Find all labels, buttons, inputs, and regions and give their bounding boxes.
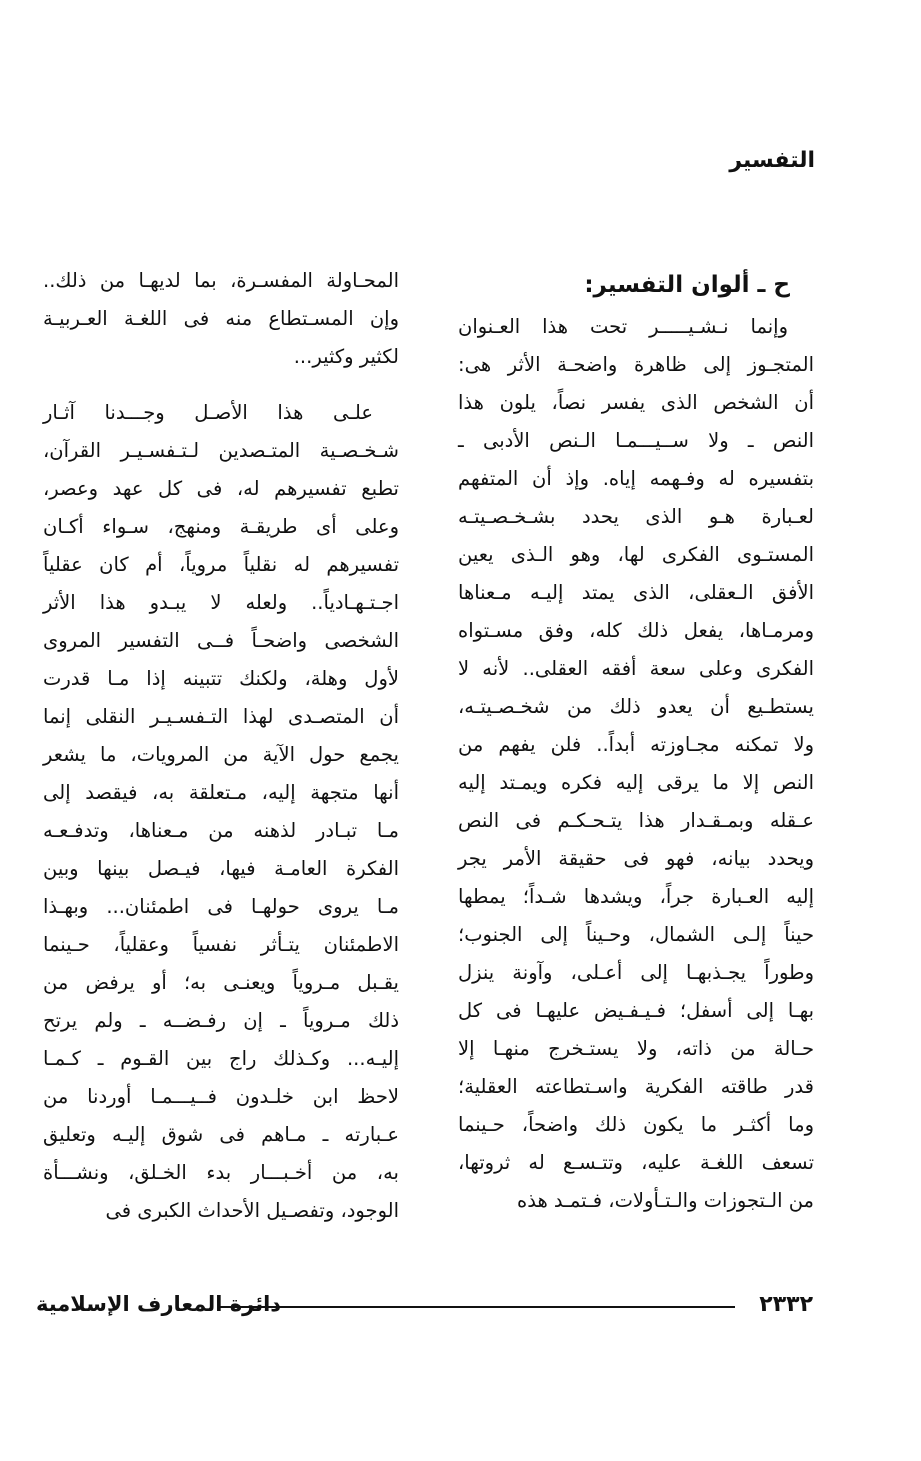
text-line: حـالة من ذاته، ولا يستـخرج منهـا إلا — [458, 1037, 814, 1060]
text-line: الاطمئنان يتـأثر نفسياً وعقلياً، حـينما — [43, 933, 399, 956]
text-line: المستـوى الفكرى لها، وهو الـذى يعين — [458, 543, 814, 566]
section-title: ح ـ ألوان التفسير: — [584, 272, 790, 298]
text-line: ومرمـاها، يفعل ذلك كله، وفق مسـتواه — [458, 619, 814, 642]
text-line: بهـا إلى أسفل؛ فـيـفـيض عليهـا فى كل — [458, 999, 814, 1022]
text-line: به، من أخـبـــار بدء الخـلق، ونشـــأة — [43, 1161, 399, 1184]
text-line: أن المتصـدى لهذا التـفسـيـر النقلى إنما — [43, 705, 399, 728]
text-line: الوجود، وتفصـيل الأحداث الكبرى فى — [105, 1199, 399, 1222]
right-column-text — [458, 308, 814, 1220]
text-line: مـا يروى حولهـا فى اطمئنان... وبهـذا — [43, 895, 399, 918]
text-line: من الـتجوزات والـتـأولات، فـتمـد هذه — [517, 1189, 814, 1212]
text-line: شـخـصـية المتـصدين لـتـفسـيـر القرآن، — [43, 439, 399, 462]
text-line: ويحدد بيانه، فهو فى حقيقة الأمر يجر — [458, 847, 814, 870]
text-line: النص ـ ولا ســيـــمـا الـنص الأدبى ـ — [458, 429, 814, 452]
left-paragraph-2 — [43, 394, 399, 1230]
text-line: تطبع تفسيرهم له، فى كل عهد وعصر، — [43, 477, 399, 500]
page-footer — [36, 1292, 813, 1324]
text-line: بتفسيره له وفـهمه إياه. وإذ أن المتفهم — [458, 467, 814, 490]
text-line: الفكرة العامـة فيها، فيـصل بينها وبين — [43, 857, 399, 880]
text-line: أنها متجهة إليه، مـتعلقة به، فيقصد إلى — [43, 781, 399, 804]
text-line: قدر طاقته الفكرية واسـتطاعته العقلية؛ — [458, 1075, 814, 1098]
text-line: الفكرى وعلى سعة أفقه العقلى.. لأنه لا — [458, 657, 814, 680]
text-line: لعـبارة هـو الذى يحدد بشـخـصـيتـه — [458, 505, 814, 528]
text-line: حيناً إلـى الشمال، وحـيناً إلى الجنوب؛ — [458, 923, 814, 946]
running-header: التفسير — [729, 148, 815, 173]
text-line: يستطـيع أن يعدو ذلك من شخـصـيتـه، — [458, 695, 814, 718]
text-line: ذلك مـروياً ـ إن رفـضــه ـ ولم يرتح — [43, 1009, 399, 1032]
text-line: وعلى أى طريقـة ومنهج، سـواء أكـان — [43, 515, 399, 538]
paragraph-gap — [43, 376, 399, 394]
left-paragraph-1 — [43, 262, 399, 376]
text-line: تسعف اللغـة عليه، وتتـسـع له ثروتها، — [458, 1151, 814, 1174]
text-line: اجـتـهـادياً.. ولعله لا يبـدو هذا الأثر — [43, 591, 399, 614]
text-line: وطوراً يجـذبهـا إلى أعـلى، وآونة ينزل — [458, 961, 814, 984]
text-line: إليـه... وكـذلك راج بين القـوم ـ كـمـا — [43, 1047, 399, 1070]
text-line: النص إلا ما يرقى إليه فكره ويمـتد إليه — [458, 771, 814, 794]
text-line: ولا تمكنه مجـاوزته أبداً.. فلن يفهم من — [458, 733, 814, 756]
text-line: وإن المسـتطاع منه فى اللغـة العـربيـة — [43, 307, 399, 330]
left-column — [43, 262, 399, 1230]
text-line: لأول وهلة، ولكنك تتبينه إذا مـا قدرت — [43, 667, 399, 690]
right-column — [458, 262, 814, 1220]
text-line: لكثير وكثير... — [293, 345, 399, 368]
page-number: ٢٣٣٢ — [759, 1292, 813, 1317]
text-line: أن الشخص الذى يفسر نصاً، يلون هذا — [458, 391, 814, 414]
text-line: لاحظ ابن خلـدون فــيـــمـا أوردنا من — [43, 1085, 399, 1108]
text-line: تفسيرهم له نقلياً مروياً، أم كان عقلياً — [43, 553, 399, 576]
text-line: عـقله وبمـقـدار هذا يتـحـكـم فى النص — [458, 809, 814, 832]
text-line: يجمع حول الآية من المرويات، ما يشعر — [43, 743, 399, 766]
footer-rule — [218, 1306, 735, 1308]
text-line: مـا تبـادر لذهنه من مـعناها، وتدفـعـه — [43, 819, 399, 842]
book-title: دائرة المعارف الإسلامية — [36, 1292, 282, 1316]
text-line: المحـاولة المفسـرة، بما لديهـا من ذلك.. — [43, 269, 399, 292]
text-line: يقـبل مـروياً ويعنـى به؛ أو يرفض من — [43, 971, 399, 994]
text-line: إليه العـبارة جراً، ويشدها شـداً؛ يمطها — [458, 885, 814, 908]
text-line: علـى هذا الأصـل وجـــدنا آثـار — [43, 401, 373, 424]
text-line: الشخصى واضحـاً فــى التفسير المروى — [43, 629, 399, 652]
text-line: وإنما نـشـيـــــر تحت هذا العـنوان — [458, 315, 788, 338]
text-line: الأفق الـعقلى، الذى يمتد إليـه مـعناها — [458, 581, 814, 604]
text-line: المتجـوز إلى ظاهرة واضحـة الأثر هى: — [458, 353, 814, 376]
text-line: وما أكثـر ما يكون ذلك واضحاً، حـينما — [458, 1113, 814, 1136]
text-line: عـبارته ـ مـاهم فى شوق إليـه وتعليق — [43, 1123, 399, 1146]
